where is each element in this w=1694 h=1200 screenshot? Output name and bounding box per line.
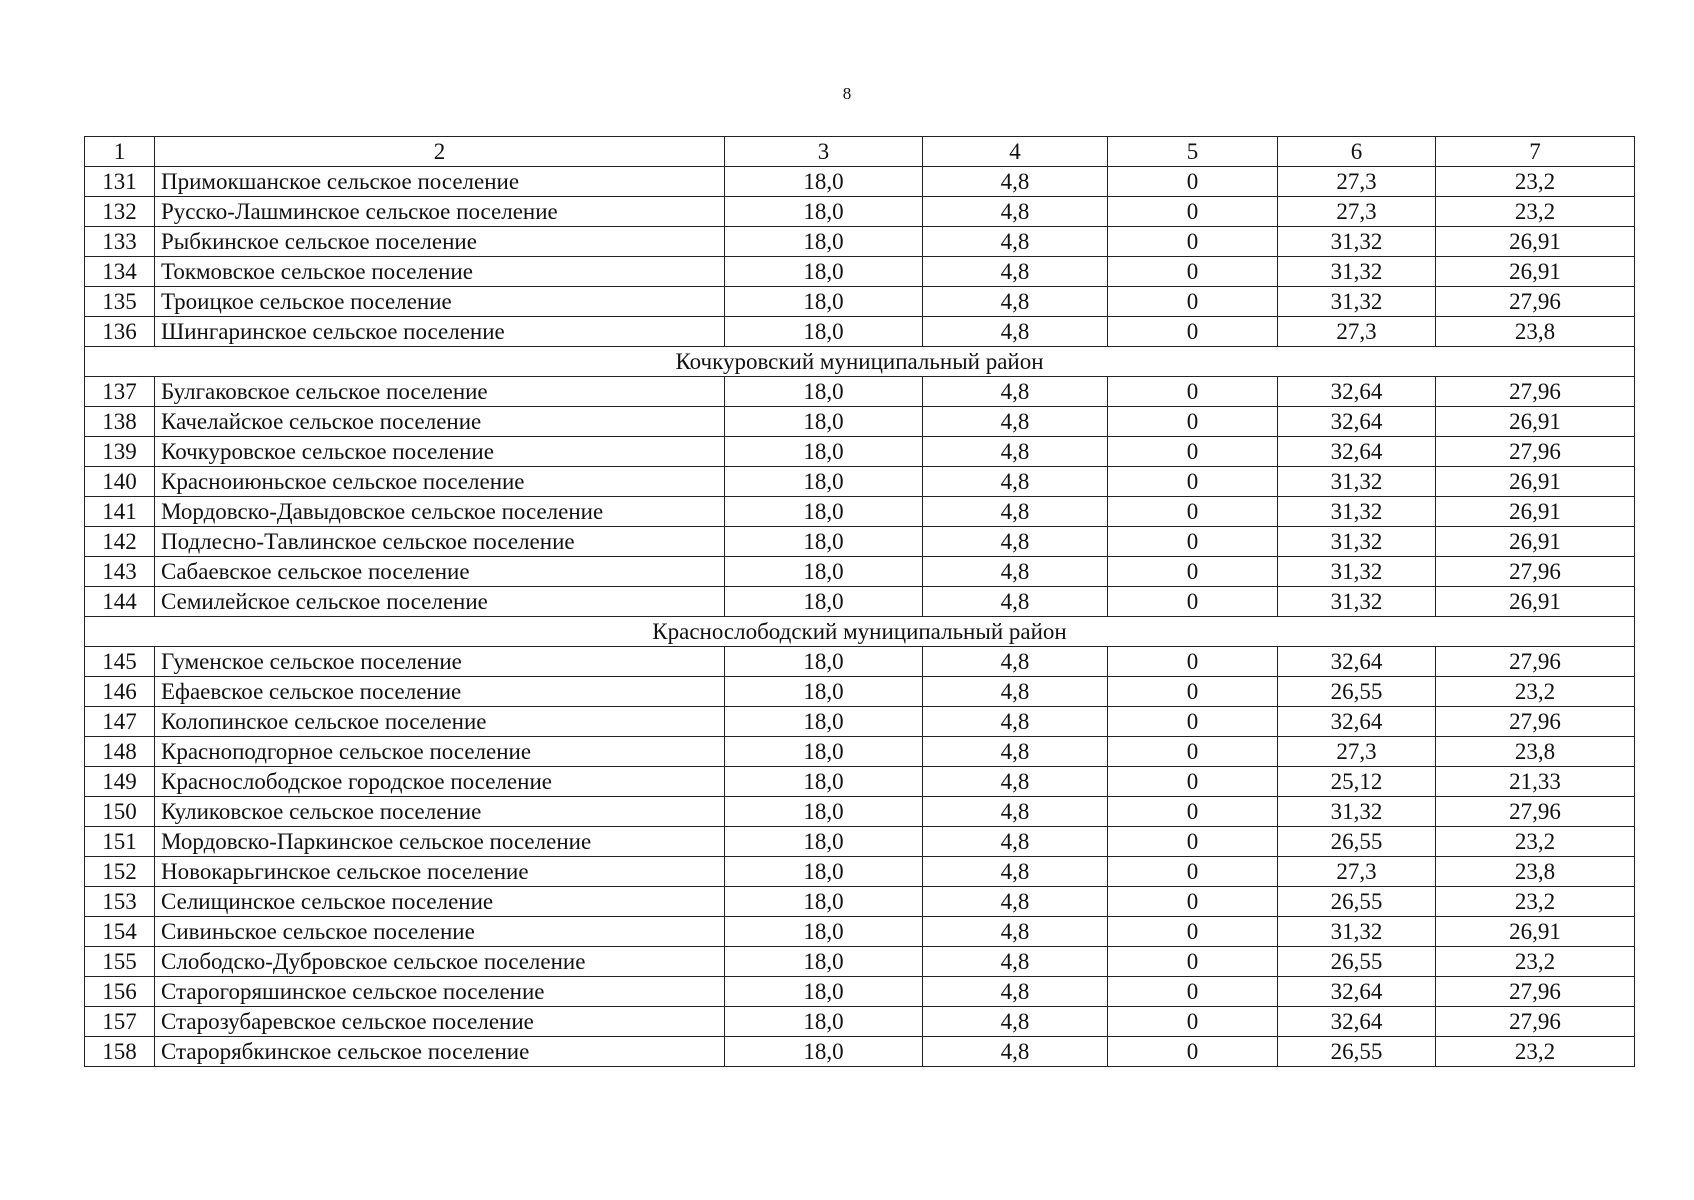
value-col-6: 31,32	[1278, 797, 1436, 827]
value-col-7: 23,2	[1436, 947, 1635, 977]
value-col-3: 18,0	[725, 257, 923, 287]
row-number: 131	[85, 167, 155, 197]
table-row	[85, 407, 1635, 437]
row-number: 145	[85, 647, 155, 677]
settlement-name: Русско-Лашминское сельское поселение	[155, 197, 725, 227]
table-row	[85, 677, 1635, 707]
value-col-5: 0	[1108, 407, 1278, 437]
table-row	[85, 497, 1635, 527]
value-col-6: 26,55	[1278, 947, 1436, 977]
settlement-name: Ефаевское сельское поселение	[155, 677, 725, 707]
row-number: 136	[85, 317, 155, 347]
value-col-5: 0	[1108, 827, 1278, 857]
value-col-3: 18,0	[725, 437, 923, 467]
table-row	[85, 767, 1635, 797]
section-row	[85, 617, 1635, 647]
value-col-6: 32,64	[1278, 647, 1436, 677]
settlement-name: Красноиюньское сельское поселение	[155, 467, 725, 497]
header-row	[85, 137, 1635, 167]
value-col-6: 27,3	[1278, 857, 1436, 887]
row-number: 158	[85, 1037, 155, 1067]
row-number: 138	[85, 407, 155, 437]
value-col-3: 18,0	[725, 467, 923, 497]
value-col-4: 4,8	[923, 947, 1108, 977]
value-col-4: 4,8	[923, 197, 1108, 227]
table-row	[85, 647, 1635, 677]
value-col-3: 18,0	[725, 287, 923, 317]
value-col-4: 4,8	[923, 1037, 1108, 1067]
table-header	[85, 137, 1635, 167]
settlement-name: Краснослободское городское поселение	[155, 767, 725, 797]
value-col-6: 31,32	[1278, 527, 1436, 557]
value-col-6: 26,55	[1278, 1037, 1436, 1067]
table-row	[85, 737, 1635, 767]
table-row	[85, 197, 1635, 227]
value-col-4: 4,8	[923, 557, 1108, 587]
value-col-6: 32,64	[1278, 977, 1436, 1007]
value-col-3: 18,0	[725, 737, 923, 767]
settlement-name: Слободско-Дубровское сельское поселение	[155, 947, 725, 977]
value-col-6: 27,3	[1278, 317, 1436, 347]
table-body	[85, 167, 1635, 1067]
table-row	[85, 167, 1635, 197]
value-col-3: 18,0	[725, 377, 923, 407]
value-col-4: 4,8	[923, 587, 1108, 617]
value-col-5: 0	[1108, 647, 1278, 677]
value-col-7: 23,8	[1436, 857, 1635, 887]
value-col-3: 18,0	[725, 557, 923, 587]
value-col-5: 0	[1108, 257, 1278, 287]
value-col-7: 26,91	[1436, 257, 1635, 287]
value-col-6: 31,32	[1278, 467, 1436, 497]
value-col-4: 4,8	[923, 797, 1108, 827]
value-col-6: 26,55	[1278, 677, 1436, 707]
value-col-6: 27,3	[1278, 167, 1436, 197]
value-col-5: 0	[1108, 197, 1278, 227]
value-col-3: 18,0	[725, 887, 923, 917]
table-row	[85, 467, 1635, 497]
row-number: 152	[85, 857, 155, 887]
table-row	[85, 797, 1635, 827]
value-col-3: 18,0	[725, 947, 923, 977]
value-col-5: 0	[1108, 857, 1278, 887]
row-number: 137	[85, 377, 155, 407]
value-col-5: 0	[1108, 1037, 1278, 1067]
value-col-6: 26,55	[1278, 887, 1436, 917]
value-col-6: 31,32	[1278, 257, 1436, 287]
row-number: 134	[85, 257, 155, 287]
value-col-7: 26,91	[1436, 467, 1635, 497]
value-col-7: 23,2	[1436, 887, 1635, 917]
value-col-7: 27,96	[1436, 977, 1635, 1007]
value-col-5: 0	[1108, 737, 1278, 767]
row-number: 144	[85, 587, 155, 617]
table-row	[85, 827, 1635, 857]
value-col-5: 0	[1108, 437, 1278, 467]
value-col-4: 4,8	[923, 317, 1108, 347]
value-col-7: 23,8	[1436, 737, 1635, 767]
value-col-5: 0	[1108, 767, 1278, 797]
value-col-7: 27,96	[1436, 1007, 1635, 1037]
value-col-7: 27,96	[1436, 557, 1635, 587]
table-row	[85, 227, 1635, 257]
value-col-5: 0	[1108, 947, 1278, 977]
value-col-7: 26,91	[1436, 917, 1635, 947]
value-col-5: 0	[1108, 707, 1278, 737]
row-number: 150	[85, 797, 155, 827]
table-row	[85, 1037, 1635, 1067]
row-number: 147	[85, 707, 155, 737]
value-col-6: 27,3	[1278, 737, 1436, 767]
value-col-6: 32,64	[1278, 707, 1436, 737]
settlement-name: Сивиньское сельское поселение	[155, 917, 725, 947]
row-number: 139	[85, 437, 155, 467]
value-col-3: 18,0	[725, 1037, 923, 1067]
table-row	[85, 977, 1635, 1007]
value-col-6: 31,32	[1278, 917, 1436, 947]
section-title: Кочкуровский муниципальный район	[85, 347, 1635, 377]
row-number: 157	[85, 1007, 155, 1037]
settlement-name: Шингаринское сельское поселение	[155, 317, 725, 347]
row-number: 146	[85, 677, 155, 707]
value-col-5: 0	[1108, 467, 1278, 497]
row-number: 151	[85, 827, 155, 857]
settlement-name: Кочкуровское сельское поселение	[155, 437, 725, 467]
value-col-6: 32,64	[1278, 1007, 1436, 1037]
row-number: 133	[85, 227, 155, 257]
value-col-7: 21,33	[1436, 767, 1635, 797]
value-col-3: 18,0	[725, 197, 923, 227]
column-header-4: 4	[923, 137, 1108, 167]
value-col-4: 4,8	[923, 437, 1108, 467]
value-col-6: 25,12	[1278, 767, 1436, 797]
value-col-3: 18,0	[725, 827, 923, 857]
value-col-5: 0	[1108, 587, 1278, 617]
table-row	[85, 947, 1635, 977]
value-col-3: 18,0	[725, 497, 923, 527]
settlement-name: Колопинское сельское поселение	[155, 707, 725, 737]
value-col-4: 4,8	[923, 977, 1108, 1007]
value-col-3: 18,0	[725, 917, 923, 947]
value-col-5: 0	[1108, 797, 1278, 827]
value-col-4: 4,8	[923, 227, 1108, 257]
column-header-5: 5	[1108, 137, 1278, 167]
settlement-name: Качелайское сельское поселение	[155, 407, 725, 437]
row-number: 140	[85, 467, 155, 497]
value-col-6: 31,32	[1278, 587, 1436, 617]
value-col-3: 18,0	[725, 1007, 923, 1037]
settlement-name: Мордовско-Давыдовское сельское поселение	[155, 497, 725, 527]
value-col-4: 4,8	[923, 467, 1108, 497]
page-number: 8	[842, 84, 852, 103]
settlement-name: Красноподгорное сельское поселение	[155, 737, 725, 767]
value-col-6: 32,64	[1278, 407, 1436, 437]
value-col-6: 31,32	[1278, 557, 1436, 587]
value-col-7: 23,2	[1436, 197, 1635, 227]
value-col-5: 0	[1108, 677, 1278, 707]
value-col-6: 27,3	[1278, 197, 1436, 227]
table-row	[85, 587, 1635, 617]
column-header-3: 3	[725, 137, 923, 167]
value-col-4: 4,8	[923, 287, 1108, 317]
value-col-3: 18,0	[725, 167, 923, 197]
value-col-5: 0	[1108, 377, 1278, 407]
settlement-name: Гуменское сельское поселение	[155, 647, 725, 677]
settlement-name: Рыбкинское сельское поселение	[155, 227, 725, 257]
value-col-4: 4,8	[923, 647, 1108, 677]
settlement-name: Новокарьгинское сельское поселение	[155, 857, 725, 887]
value-col-3: 18,0	[725, 317, 923, 347]
settlement-name: Старозубаревское сельское поселение	[155, 1007, 725, 1037]
section-row	[85, 347, 1635, 377]
value-col-7: 23,8	[1436, 317, 1635, 347]
value-col-4: 4,8	[923, 857, 1108, 887]
value-col-7: 26,91	[1436, 587, 1635, 617]
value-col-5: 0	[1108, 887, 1278, 917]
value-col-3: 18,0	[725, 527, 923, 557]
value-col-3: 18,0	[725, 647, 923, 677]
settlement-name: Токмовское сельское поселение	[155, 257, 725, 287]
value-col-4: 4,8	[923, 677, 1108, 707]
value-col-7: 27,96	[1436, 377, 1635, 407]
value-col-4: 4,8	[923, 407, 1108, 437]
value-col-7: 27,96	[1436, 287, 1635, 317]
table-row	[85, 437, 1635, 467]
value-col-5: 0	[1108, 227, 1278, 257]
value-col-5: 0	[1108, 917, 1278, 947]
value-col-3: 18,0	[725, 227, 923, 257]
value-col-3: 18,0	[725, 677, 923, 707]
settlement-name: Мордовско-Паркинское сельское поселение	[155, 827, 725, 857]
row-number: 141	[85, 497, 155, 527]
value-col-4: 4,8	[923, 1007, 1108, 1037]
settlement-name: Примокшанское сельское поселение	[155, 167, 725, 197]
value-col-7: 23,2	[1436, 827, 1635, 857]
settlement-name: Селищинское сельское поселение	[155, 887, 725, 917]
value-col-4: 4,8	[923, 827, 1108, 857]
value-col-7: 23,2	[1436, 1037, 1635, 1067]
value-col-3: 18,0	[725, 767, 923, 797]
value-col-6: 26,55	[1278, 827, 1436, 857]
value-col-7: 23,2	[1436, 677, 1635, 707]
value-col-7: 26,91	[1436, 407, 1635, 437]
settlement-name: Старорябкинское сельское поселение	[155, 1037, 725, 1067]
settlement-name: Подлесно-Тавлинское сельское поселение	[155, 527, 725, 557]
value-col-5: 0	[1108, 527, 1278, 557]
settlement-name: Троицкое сельское поселение	[155, 287, 725, 317]
settlement-name: Старогоряшинское сельское поселение	[155, 977, 725, 1007]
table-row	[85, 557, 1635, 587]
settlement-name: Семилейское сельское поселение	[155, 587, 725, 617]
value-col-5: 0	[1108, 557, 1278, 587]
value-col-4: 4,8	[923, 527, 1108, 557]
table-row	[85, 287, 1635, 317]
value-col-4: 4,8	[923, 737, 1108, 767]
value-col-5: 0	[1108, 167, 1278, 197]
table-row	[85, 527, 1635, 557]
value-col-4: 4,8	[923, 377, 1108, 407]
row-number: 132	[85, 197, 155, 227]
value-col-3: 18,0	[725, 587, 923, 617]
column-header-1: 1	[85, 137, 155, 167]
value-col-4: 4,8	[923, 707, 1108, 737]
row-number: 156	[85, 977, 155, 1007]
value-col-7: 27,96	[1436, 707, 1635, 737]
row-number: 142	[85, 527, 155, 557]
row-number: 143	[85, 557, 155, 587]
table-row	[85, 917, 1635, 947]
column-header-2: 2	[155, 137, 725, 167]
value-col-6: 31,32	[1278, 497, 1436, 527]
table-row	[85, 707, 1635, 737]
column-header-6: 6	[1278, 137, 1436, 167]
value-col-6: 31,32	[1278, 287, 1436, 317]
value-col-7: 26,91	[1436, 527, 1635, 557]
value-col-3: 18,0	[725, 857, 923, 887]
section-title: Краснослободский муниципальный район	[85, 617, 1635, 647]
value-col-4: 4,8	[923, 767, 1108, 797]
row-number: 135	[85, 287, 155, 317]
table-row	[85, 377, 1635, 407]
value-col-3: 18,0	[725, 707, 923, 737]
value-col-3: 18,0	[725, 797, 923, 827]
value-col-7: 27,96	[1436, 437, 1635, 467]
value-col-4: 4,8	[923, 917, 1108, 947]
value-col-3: 18,0	[725, 407, 923, 437]
value-col-7: 23,2	[1436, 167, 1635, 197]
table-row	[85, 257, 1635, 287]
table-row	[85, 1007, 1635, 1037]
settlement-name: Булгаковское сельское поселение	[155, 377, 725, 407]
value-col-4: 4,8	[923, 257, 1108, 287]
value-col-6: 32,64	[1278, 437, 1436, 467]
value-col-7: 27,96	[1436, 647, 1635, 677]
row-number: 153	[85, 887, 155, 917]
table-row	[85, 317, 1635, 347]
value-col-7: 26,91	[1436, 227, 1635, 257]
row-number: 154	[85, 917, 155, 947]
value-col-4: 4,8	[923, 497, 1108, 527]
value-col-4: 4,8	[923, 167, 1108, 197]
value-col-5: 0	[1108, 1007, 1278, 1037]
value-col-7: 26,91	[1436, 497, 1635, 527]
settlement-name: Сабаевское сельское поселение	[155, 557, 725, 587]
value-col-3: 18,0	[725, 977, 923, 1007]
value-col-5: 0	[1108, 497, 1278, 527]
value-col-6: 31,32	[1278, 227, 1436, 257]
settlement-name: Куликовское сельское поселение	[155, 797, 725, 827]
row-number: 148	[85, 737, 155, 767]
value-col-5: 0	[1108, 317, 1278, 347]
value-col-5: 0	[1108, 287, 1278, 317]
value-col-6: 32,64	[1278, 377, 1436, 407]
row-number: 155	[85, 947, 155, 977]
value-col-4: 4,8	[923, 887, 1108, 917]
column-header-7: 7	[1436, 137, 1635, 167]
value-col-7: 27,96	[1436, 797, 1635, 827]
value-col-5: 0	[1108, 977, 1278, 1007]
row-number: 149	[85, 767, 155, 797]
table-row	[85, 857, 1635, 887]
table-row	[85, 887, 1635, 917]
tariff-table	[84, 136, 1635, 1067]
